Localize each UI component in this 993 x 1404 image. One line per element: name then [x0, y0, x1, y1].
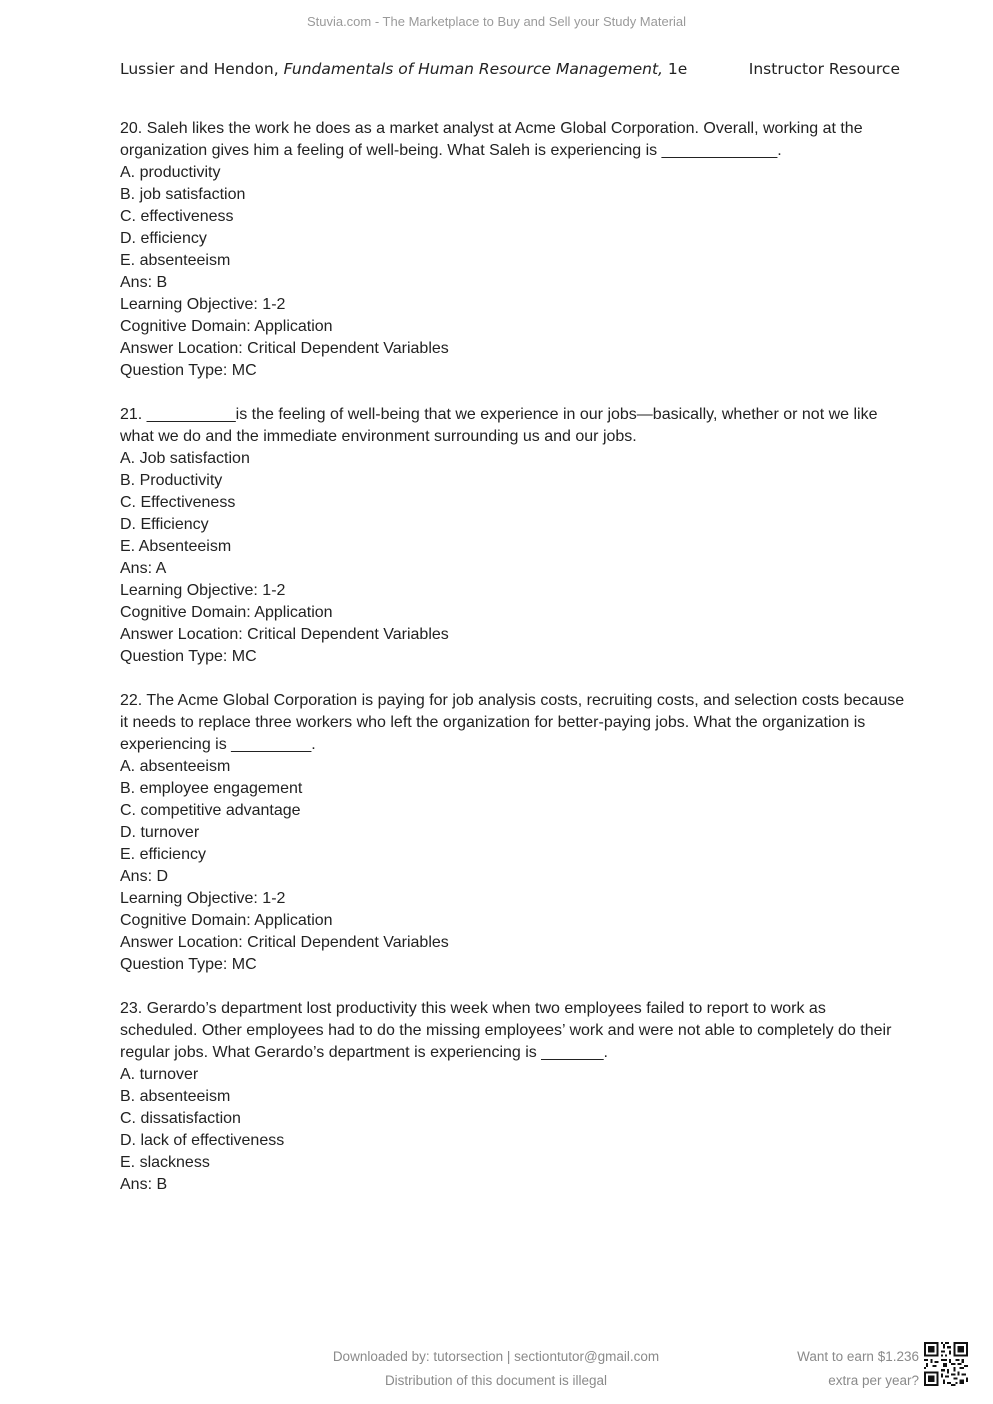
answer-option: C. dissatisfaction — [120, 1110, 241, 1127]
answer-option: D. efficiency — [120, 230, 207, 247]
answer-location: Answer Location: Critical Dependent Variables — [120, 934, 449, 951]
learning-objective: Learning Objective: 1-2 — [120, 582, 286, 599]
question-stem: 20. Saleh likes the work he does as a market analyst at Acme Global Corporation. Overall, working at the organization gives him a feeling of well-being. What Saleh is experiencing is _____________. — [120, 120, 863, 159]
learning-objective: Learning Objective: 1-2 — [120, 296, 286, 313]
answer-option: C. Effectiveness — [120, 494, 236, 511]
answer-option: E. Absenteeism — [120, 538, 232, 555]
header-citation — [120, 60, 687, 78]
answer-option: C. competitive advantage — [120, 802, 301, 819]
answer-option: B. Productivity — [120, 472, 223, 489]
question-type: Question Type: MC — [120, 956, 257, 973]
download-notice — [296, 1345, 696, 1393]
answer-option: A. turnover — [120, 1066, 199, 1083]
answer-option: E. absenteeism — [120, 252, 231, 269]
answer-option: A. absenteeism — [120, 758, 231, 775]
earn-promo-line1[interactable]: Want to earn $1.236 — [797, 1349, 919, 1364]
question-stem: 21. __________is the feeling of well-being that we experience in our jobs—basically, whether or not we like what we do and the immediate environment surrounding us and our jobs. — [120, 406, 878, 445]
answer-option: E. efficiency — [120, 846, 206, 863]
question-type: Question Type: MC — [120, 362, 257, 379]
cognitive-domain: Cognitive Domain: Application — [120, 318, 333, 335]
answer-option: B. job satisfaction — [120, 186, 246, 203]
answer-option: E. slackness — [120, 1154, 210, 1171]
answer-key: Ans: B — [120, 1176, 168, 1193]
header-book-title: Fundamentals of Human Resource Management, — [283, 60, 663, 78]
answer-option: D. Efficiency — [120, 516, 209, 533]
earn-promo[interactable] — [797, 1345, 919, 1393]
question-21 — [120, 404, 905, 668]
question-stem: 22. The Acme Global Corporation is paying for job analysis costs, recruiting costs, and selection costs because it needs to replace three workers who left the organization for better-paying jobs. What the organization is experiencing is _________. — [120, 692, 905, 753]
distribution-warning: Distribution of this document is illegal — [384, 1373, 608, 1388]
answer-option: D. turnover — [120, 824, 200, 841]
header-edition: 1e — [662, 60, 688, 78]
answer-key: Ans: A — [120, 560, 167, 577]
cognitive-domain: Cognitive Domain: Application — [120, 912, 333, 929]
answer-key: Ans: D — [120, 868, 169, 885]
question-stem: 23. Gerardo’s department lost productivity this week when two employees failed to report to work as scheduled. Other employees had to do the missing employees’ work and were not able to completely do their regular jobs. What Gerardo’s department is experiencing is _______. — [120, 1000, 892, 1061]
header-resource-label: Instructor Resource — [748, 60, 900, 78]
question-20 — [120, 118, 905, 382]
answer-key: Ans: B — [120, 274, 168, 291]
question-22 — [120, 690, 905, 976]
answer-option: B. employee engagement — [120, 780, 303, 797]
question-23 — [120, 998, 905, 1196]
answer-option: A. Job satisfaction — [120, 450, 250, 467]
earn-promo-line2[interactable]: extra per year? — [828, 1373, 919, 1388]
stuvia-banner: Stuvia.com - The Marketplace to Buy and Sell your Study Material — [306, 14, 687, 29]
answer-option: C. effectiveness — [120, 208, 234, 225]
running-header — [120, 60, 900, 82]
qr-code-icon[interactable] — [924, 1342, 968, 1386]
answer-option: D. lack of effectiveness — [120, 1132, 285, 1149]
question-type: Question Type: MC — [120, 648, 257, 665]
answer-location: Answer Location: Critical Dependent Variables — [120, 340, 449, 357]
header-authors: Lussier and Hendon, — [120, 60, 284, 78]
answer-option: A. productivity — [120, 164, 221, 181]
answer-location: Answer Location: Critical Dependent Variables — [120, 626, 449, 643]
downloaded-by-text: Downloaded by: tutorsection | sectiontutor@gmail.com — [332, 1349, 660, 1364]
answer-option: B. absenteeism — [120, 1088, 231, 1105]
cognitive-domain: Cognitive Domain: Application — [120, 604, 333, 621]
learning-objective: Learning Objective: 1-2 — [120, 890, 286, 907]
question-list — [120, 118, 905, 1218]
